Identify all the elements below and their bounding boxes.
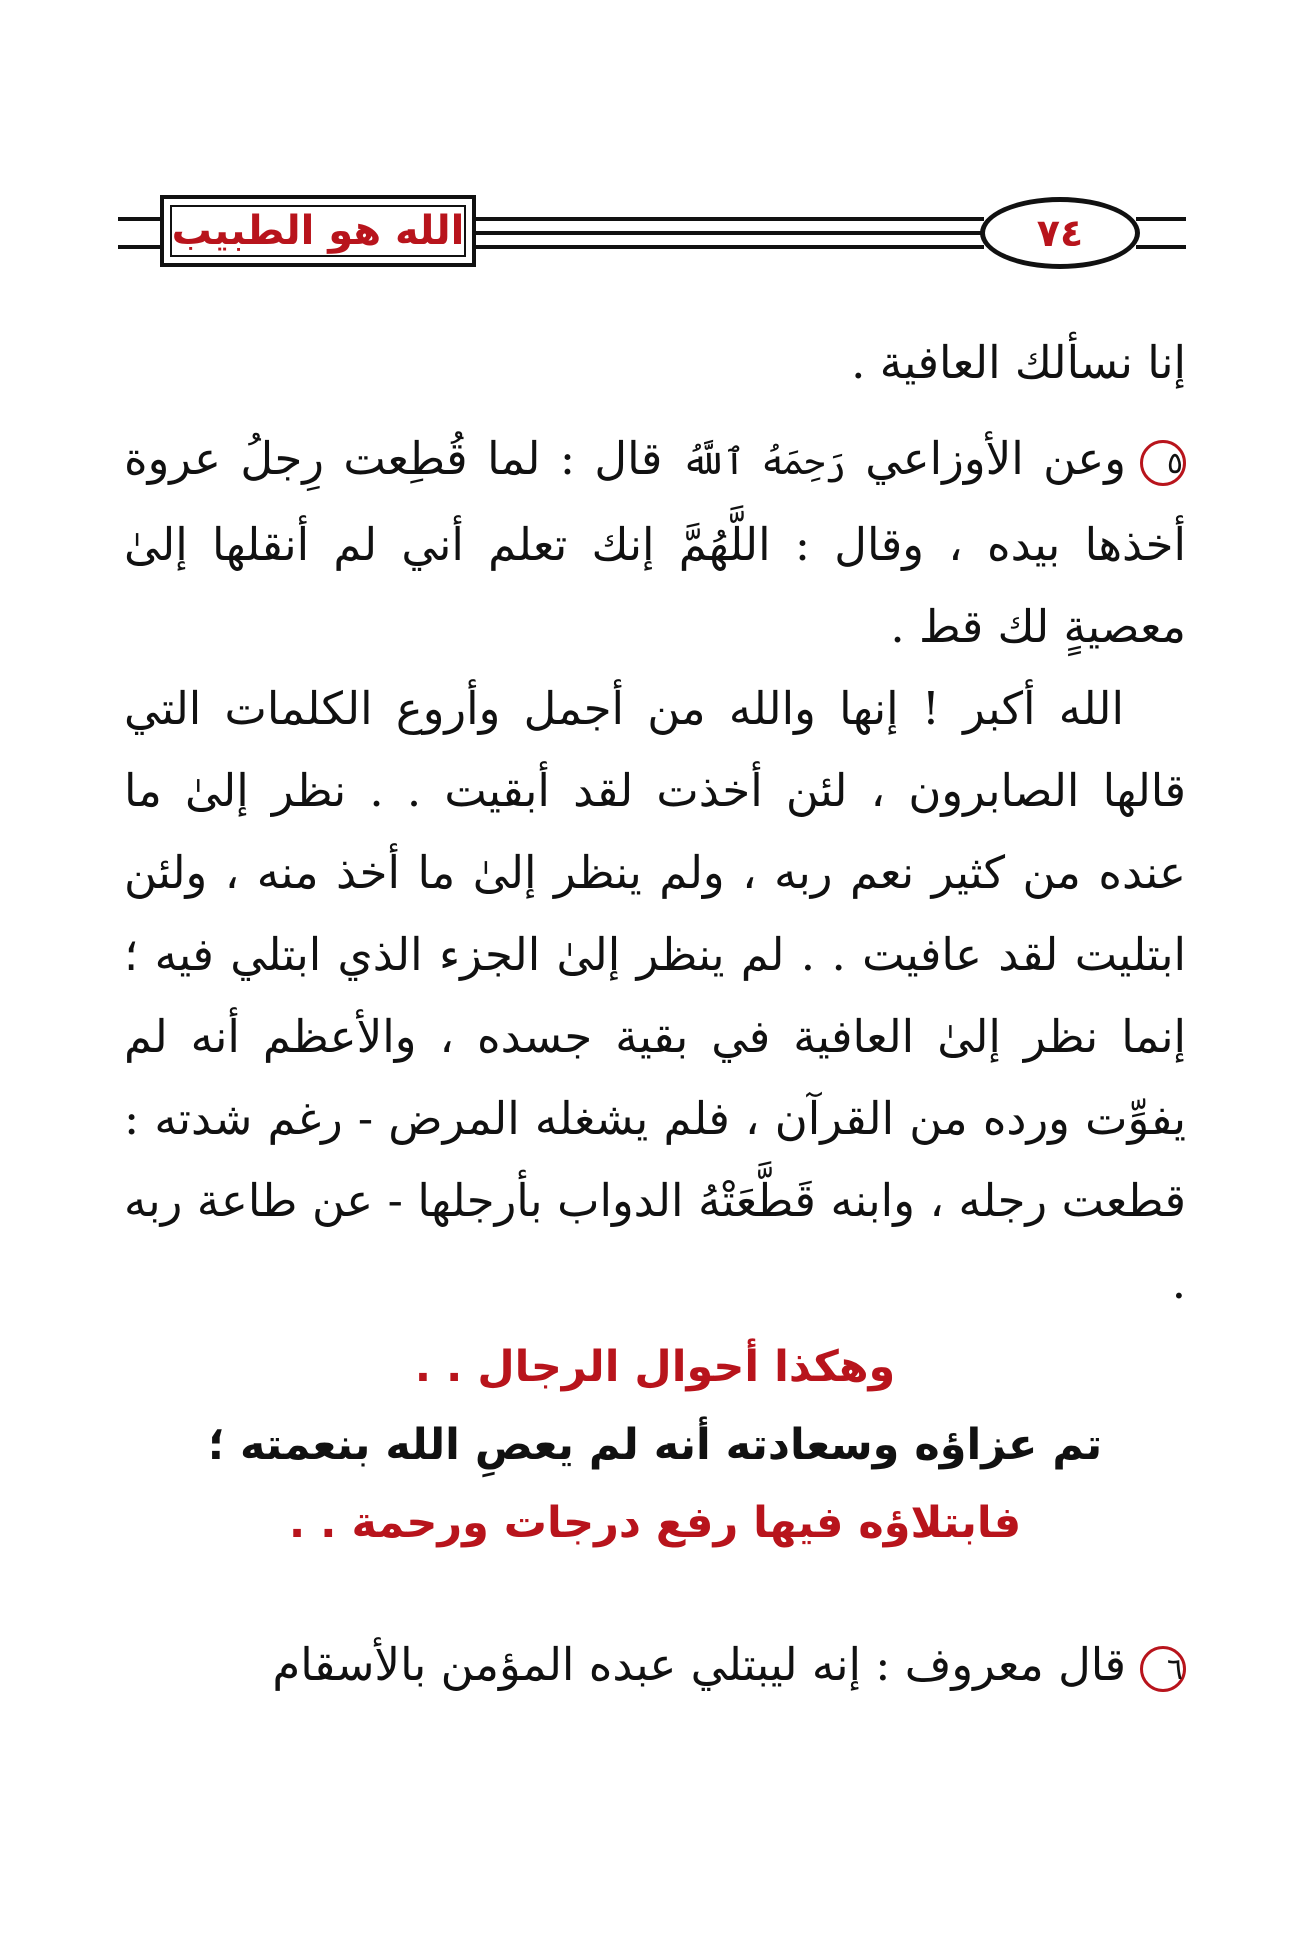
- header-rule-middle-2: [474, 231, 984, 235]
- highlight-block: [124, 1328, 1186, 1562]
- paragraph-2-text-a: وعن الأوزاعي: [865, 432, 1126, 485]
- header-rule-middle-3: [474, 245, 984, 249]
- item-number-5: ٥: [1140, 440, 1186, 486]
- page-header: [118, 195, 1186, 275]
- page-number-badge: [980, 197, 1140, 269]
- header-rule-middle-1: [474, 217, 984, 221]
- header-rule-right-top: [1136, 217, 1186, 221]
- header-rule-left-top: [118, 217, 162, 221]
- header-rule-right-bottom: [1136, 245, 1186, 249]
- paragraph-2-text-b: قال : لما قُطِعت رِجلُ عروة أخذها بيده ، وقال : اللَّهُمَّ إنك تعلم أني لم أنقلها إلىٰ معصيةٍ لك قط .: [124, 432, 1186, 653]
- highlight-line-3: فابتلاؤه فيها رفع درجات ورحمة . .: [288, 1498, 1022, 1548]
- paragraph-1: إنا نسألك العافية .: [851, 336, 1186, 389]
- paragraph-4: [124, 1624, 1186, 1706]
- paragraph-2: [124, 418, 1186, 668]
- highlight-line-2: تم عزاؤه وسعادته أنه لم يعصِ الله بنعمته ؛: [207, 1420, 1103, 1470]
- paragraph-4-text: قال معروف : إنه ليبتلي عبده المؤمن بالأسقام: [272, 1638, 1126, 1691]
- paragraph-3: الله أكبر ! إنها والله من أجمل وأروع الكلمات التي قالها الصابرون ، لئن أخذت لقد أبقيت . . نظر إلىٰ ما عنده من كثير نعم ربه ، ولم ينظر إلىٰ ما أخذ منه ، ولئن ابتليت لقد عافيت . . لم ينظر إلىٰ الجزء الذي ابتلي فيه ؛ إنما نظر إلىٰ العافية في بقية جسده ، والأعظم أنه لم يفوِّت ورده من القرآن ، فلم يشغله المرض - رغم شدته : قطعت رجله ، وابنه قَطَّعَتْهُ الدواب بأرجلها - عن طاعة ربه .: [124, 682, 1186, 1309]
- book-title: الله هو الطبيب: [171, 208, 465, 254]
- page-number: ٧٤: [1036, 211, 1084, 255]
- closing-text: [124, 1624, 1186, 1706]
- highlight-line-1: وهكذا أحوال الرجال . .: [414, 1342, 896, 1392]
- honorific-glyph: رَحِمَهُ ٱللَّهُ: [681, 442, 846, 483]
- item-number-6: ٦: [1140, 1646, 1186, 1692]
- header-rule-left-bottom: [118, 245, 162, 249]
- book-title-box: [160, 195, 476, 267]
- main-text: [124, 322, 1186, 1324]
